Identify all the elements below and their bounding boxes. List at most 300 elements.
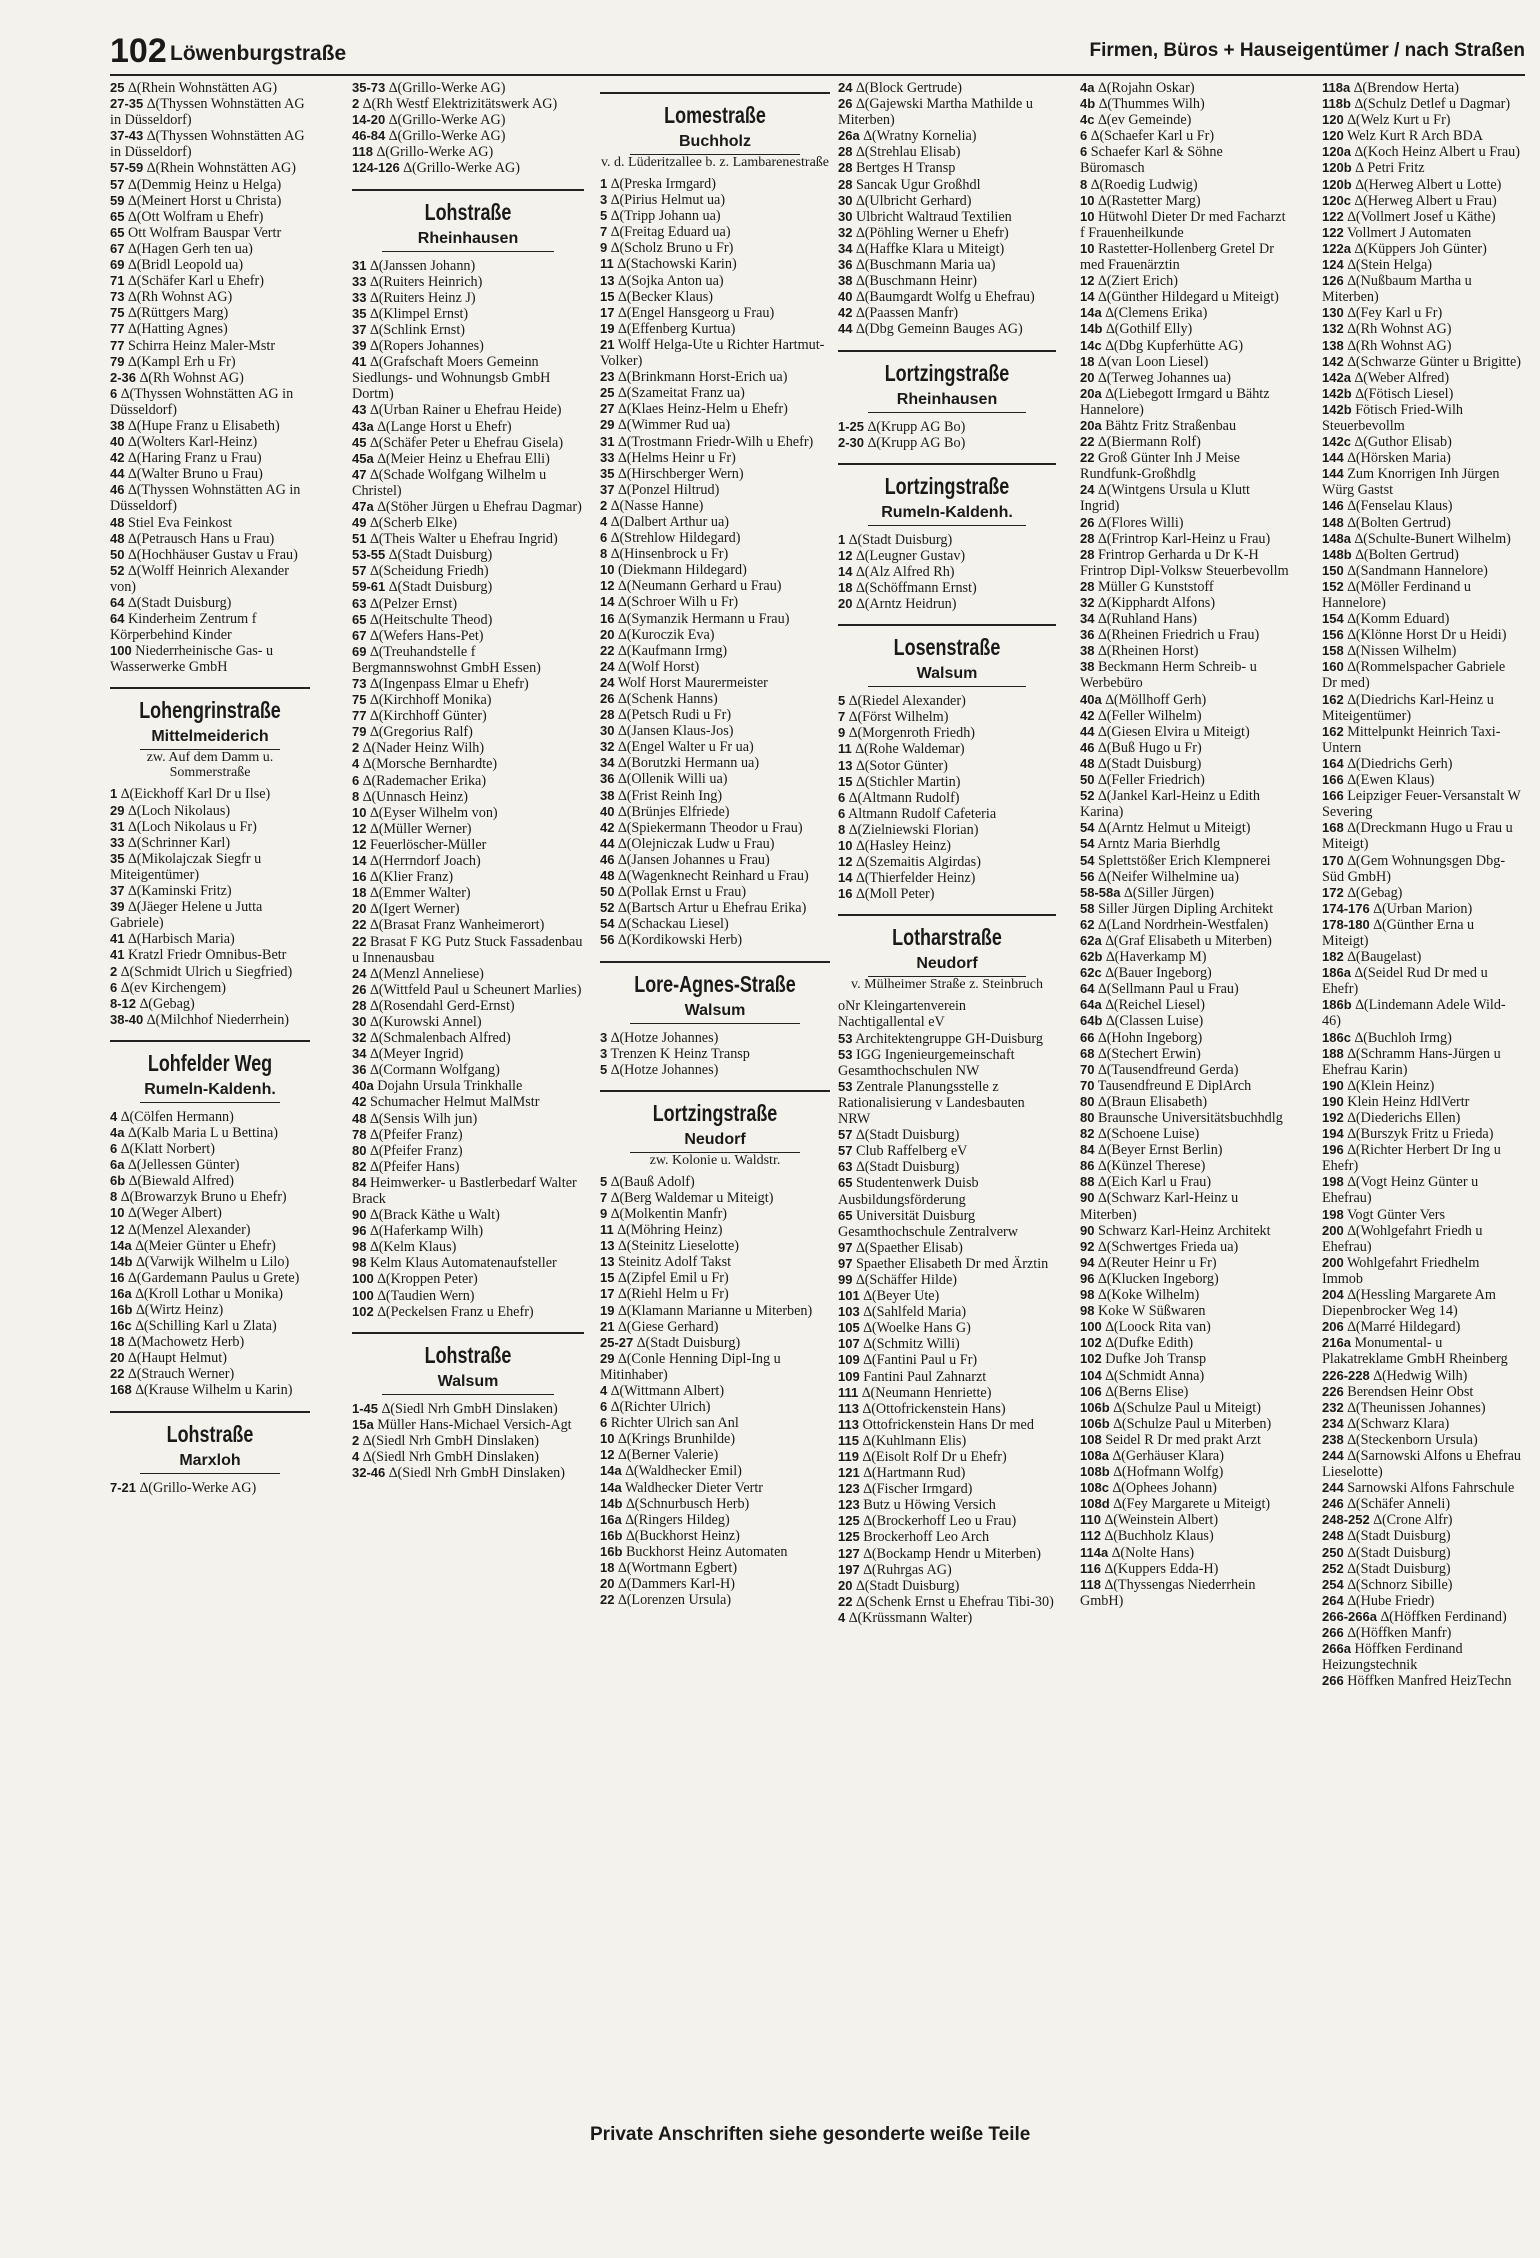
entry-text: ∆(Beyer Ute): [863, 1288, 940, 1305]
directory-entry: [838, 758, 1056, 774]
house-number: 22: [1080, 434, 1095, 450]
directory-entry: [1080, 853, 1290, 869]
directory-entry: [600, 691, 830, 707]
district-name: Neudorf: [868, 955, 1026, 977]
entry-text: ∆(Brack Käthe u Walt): [370, 1207, 500, 1224]
entry-text: ∆(Rh Westf Elektrizitätswerk AG): [362, 96, 558, 113]
entry-text: ∆(Komm Eduard): [1347, 611, 1450, 628]
entry-text: ∆(Brockerhoff Leo u Frau): [863, 1513, 1017, 1530]
directory-entry: [838, 1465, 1056, 1481]
entry-text: ∆(Reuter Heinr u Fr): [1098, 1254, 1217, 1271]
house-number: 2: [110, 963, 118, 979]
house-number: 4: [110, 1108, 118, 1124]
directory-entry: [352, 467, 584, 499]
directory-entry: [838, 1369, 1056, 1385]
district-name: Walsum: [630, 1002, 800, 1024]
street-section-header: [352, 189, 584, 252]
street-section-header: [600, 92, 830, 170]
entry-text: ∆(Kirchhoff Monika): [370, 692, 492, 709]
house-number: 101: [838, 1288, 860, 1304]
entry-text: ∆(Waldhecker Emil): [625, 1463, 742, 1480]
directory-entry: [1080, 692, 1290, 708]
street-range-note: v. Mülheimer Straße z. Steinbruch: [851, 977, 1043, 993]
house-number: 10: [110, 1205, 125, 1221]
house-number: 254: [1322, 1576, 1344, 1592]
house-number: 28: [600, 707, 615, 723]
house-number: 150: [1322, 562, 1344, 578]
directory-entry: [1080, 1062, 1290, 1078]
directory-entry: [1322, 1384, 1522, 1400]
house-number: 92: [1080, 1238, 1095, 1254]
directory-entry: [110, 209, 310, 225]
house-number: 4: [600, 1383, 608, 1398]
house-number: 65: [110, 208, 125, 224]
directory-entry: [352, 563, 584, 579]
directory-entry: [110, 80, 310, 96]
directory-entry: [352, 1288, 584, 1304]
house-number: 206: [1322, 1319, 1344, 1335]
entry-text: ∆(Strauch Werner): [128, 1366, 235, 1383]
house-number: 33: [352, 289, 367, 305]
street-name: Lomestraße: [664, 102, 766, 128]
house-number: 110: [1080, 1512, 1101, 1528]
entry-text: ∆(Morgenroth Friedh): [848, 725, 976, 742]
house-number: 120b: [1322, 160, 1352, 176]
house-number: 124: [1322, 257, 1344, 273]
directory-entry: [600, 578, 830, 594]
house-number: 20: [600, 626, 615, 642]
directory-entry: [1080, 241, 1290, 273]
directory-entry: [1322, 1561, 1522, 1577]
directory-entry: [110, 1012, 310, 1028]
entry-text: ∆(Meyer Ingrid): [370, 1046, 464, 1063]
house-number: 152: [1322, 578, 1344, 594]
district-name: Buchholz: [630, 133, 800, 155]
entry-text: ∆(Wortmann Egbert): [618, 1560, 738, 1577]
house-number: 226: [1322, 1383, 1344, 1399]
entry-text: ∆(Stechert Erwin): [1098, 1045, 1201, 1062]
house-number: 12: [352, 820, 367, 836]
directory-entry: [600, 562, 830, 578]
directory-entry: [1080, 1271, 1290, 1287]
entry-text: ∆(Jansen Johannes u Frau): [618, 851, 770, 868]
directory-entry: [838, 1159, 1056, 1175]
house-number: 3: [600, 192, 608, 208]
house-number: 1-45: [352, 1400, 379, 1416]
directory-entry: [110, 466, 310, 482]
house-number: 56: [600, 932, 615, 948]
directory-entry: [600, 932, 830, 948]
entry-text: ∆(Demmig Heinz u Helga): [128, 176, 282, 193]
directory-entry: [1322, 144, 1522, 160]
entry-text: ∆(Dalbert Arthur ua): [610, 513, 729, 530]
house-number: 48: [352, 1110, 367, 1126]
house-number: 5: [600, 1173, 608, 1189]
entry-text: ∆(Schenk Ernst u Ehefrau Tibi-30): [856, 1593, 1054, 1610]
entry-text: ∆(Höffken Ferdinand): [1380, 1608, 1507, 1625]
house-number: 6: [600, 1399, 608, 1415]
entry-text: ∆(Grillo-Werke AG): [388, 128, 506, 145]
directory-entry: [600, 1270, 830, 1286]
entry-text: ∆(Diedrichs Gerh): [1347, 755, 1453, 772]
entry-text: ∆(Dbg Kupferhütte AG): [1105, 337, 1244, 354]
directory-entry: [838, 1336, 1056, 1352]
entry-text: Butz u Höwing Versich: [863, 1497, 996, 1514]
house-number: 65: [352, 611, 367, 627]
house-number: 196: [1322, 1142, 1344, 1158]
entry-text: ∆(Stadt Duisburg): [856, 1127, 960, 1144]
house-number: 198: [1322, 1206, 1344, 1222]
directory-entry: [110, 386, 310, 418]
entry-text: ∆(Schmidt Ulrich u Siegfried): [120, 963, 293, 980]
directory-entry: [600, 1592, 830, 1608]
entry-text: ∆(Thyssen Wohnstätten AG in Düsseldorf): [110, 385, 294, 418]
directory-entry: [838, 1449, 1056, 1465]
house-number: 32: [1080, 595, 1095, 610]
directory-entry: [110, 177, 310, 193]
directory-entry: [600, 337, 830, 369]
house-number: 38: [1080, 643, 1095, 659]
district-name: Rheinhausen: [868, 391, 1026, 413]
directory-entry: [838, 1417, 1056, 1433]
house-number: 178-180: [1322, 916, 1370, 932]
directory-entry: [352, 290, 584, 306]
house-number: 232: [1322, 1399, 1344, 1415]
entry-text: ∆(Biermann Rolf): [1098, 434, 1201, 451]
entry-text: ∆(Wirtz Heinz): [135, 1302, 224, 1318]
house-number: 106b: [1080, 1415, 1110, 1431]
directory-entry: [1080, 1528, 1290, 1544]
house-number: 5: [838, 693, 846, 709]
house-number: 248-252: [1322, 1512, 1370, 1528]
entry-text: ∆(Kroll Lothar u Monika): [135, 1285, 284, 1302]
house-number: 28: [838, 160, 853, 176]
house-number: 113: [838, 1416, 859, 1432]
directory-entry: [1322, 225, 1522, 241]
directory-entry: [110, 128, 310, 160]
directory-entry: [1080, 1287, 1290, 1303]
directory-entry: [838, 1513, 1056, 1529]
page-header: [110, 30, 1525, 76]
directory-entry: [110, 1189, 310, 1205]
house-number: 98: [1080, 1287, 1095, 1303]
directory-entry: [838, 1143, 1056, 1159]
directory-entry: [1322, 160, 1522, 176]
house-number: 15: [838, 773, 853, 789]
directory-entry: [600, 836, 830, 852]
entry-text: ∆(Rohe Waldemar): [855, 741, 965, 758]
entry-text: ∆(Berg Waldemar u Miteigt): [610, 1189, 774, 1206]
entry-text: ∆(Szameitat Franz ua): [618, 385, 745, 402]
column-3: [600, 80, 830, 1608]
directory-entry: [838, 1610, 1056, 1626]
directory-entry: [838, 128, 1056, 144]
directory-entry: [838, 564, 1056, 580]
directory-entry: [1080, 1512, 1290, 1528]
house-number: 4b: [1080, 96, 1096, 112]
entry-text: ∆(Klönne Horst Dr u Heidi): [1347, 627, 1507, 644]
entry-text: ∆(Loch Nikolaus u Fr): [128, 818, 257, 835]
house-number: 6: [600, 530, 608, 546]
house-number: 8: [600, 546, 608, 562]
directory-entry: [1322, 1110, 1522, 1126]
house-number: 102: [1080, 1335, 1102, 1351]
directory-entry: [1080, 386, 1290, 418]
street-section-header: [110, 687, 310, 780]
house-number: 14b: [600, 1495, 623, 1511]
entry-text: ∆(Dammers Karl-H): [618, 1576, 736, 1593]
entry-text: ∆(Kurowski Annel): [370, 1013, 482, 1030]
directory-entry: [838, 1272, 1056, 1288]
district-name: Rumeln-Kaldenh.: [140, 1081, 280, 1103]
house-number: 35: [110, 850, 125, 866]
directory-entry: [352, 998, 584, 1014]
house-number: 12: [600, 1447, 615, 1463]
directory-entry: [1322, 1174, 1522, 1206]
directory-entry: [352, 917, 584, 933]
house-number: 3: [600, 1029, 608, 1045]
house-number: 26: [600, 691, 615, 706]
directory-entry: [838, 1031, 1056, 1047]
house-number: 40a: [352, 1078, 374, 1094]
directory-entry: [1322, 96, 1522, 112]
entry-text: ∆(Ringers Hildeg): [625, 1511, 730, 1528]
entry-text: ∆(Bauer Ingeborg): [1105, 965, 1212, 982]
house-number: 16b: [110, 1302, 133, 1317]
entry-text: ∆(Schroer Wilh u Fr): [618, 594, 739, 611]
house-number: 264: [1322, 1592, 1344, 1608]
entry-text: ∆(Steinitz Lieselotte): [618, 1238, 739, 1255]
entry-text: ∆(Ollenik Willi ua): [618, 771, 728, 788]
entry-text: Bähtz Fritz Straßenbau: [1105, 417, 1237, 434]
district-name: Neudorf: [630, 1131, 800, 1153]
house-number: 123: [838, 1481, 860, 1497]
entry-text: ∆(Feller Friedrich): [1098, 772, 1205, 789]
house-number: 64: [1080, 981, 1095, 997]
house-number: 31: [600, 433, 615, 449]
directory-entry: [1080, 1577, 1290, 1609]
entry-text: ∆(Haring Franz u Frau): [128, 450, 262, 467]
directory-entry: [352, 306, 584, 322]
house-number: 107: [838, 1336, 860, 1352]
house-number: 14a: [1080, 305, 1102, 321]
entry-text: ∆(Kampl Erh u Fr): [128, 353, 236, 370]
directory-entry: [352, 451, 584, 467]
directory-entry: [600, 256, 830, 272]
entry-text: ∆(Schoene Luise): [1098, 1126, 1200, 1143]
entry-text: ∆(Wohlgefahrt Friedh u Ehefrau): [1322, 1222, 1483, 1255]
entry-text: ∆(Fey Margarete u Miteigt): [1113, 1496, 1271, 1513]
entry-text: ∆(Nader Heinz Wilh): [362, 740, 485, 757]
house-number: 226-228: [1322, 1367, 1370, 1383]
directory-entry: [1322, 1207, 1522, 1223]
entry-text: ∆(Hatting Agnes): [128, 321, 228, 338]
entry-text: ∆(Ottofrickenstein Hans): [862, 1400, 1006, 1417]
directory-entry: [838, 1288, 1056, 1304]
directory-entry: [1322, 1673, 1522, 1689]
directory-entry: [1080, 997, 1290, 1013]
house-number: 142a: [1322, 369, 1351, 385]
directory-entry: [352, 499, 584, 515]
house-number: 250: [1322, 1544, 1344, 1560]
house-number: 62: [1080, 916, 1095, 932]
house-number: 36: [600, 771, 615, 787]
street-section-header: [600, 961, 830, 1024]
entry-text: Kinderheim Zentrum f Körperbehind Kinder: [110, 611, 257, 644]
house-number: 70: [1080, 1077, 1095, 1093]
house-number: 118b: [1322, 96, 1351, 112]
house-number: 14: [838, 870, 853, 886]
house-number: 53: [838, 1030, 853, 1046]
directory-entry: [1080, 305, 1290, 321]
house-number: 22: [600, 1592, 615, 1608]
house-number: 216a: [1322, 1335, 1351, 1351]
entry-text: ∆(Ulbricht Gerhard): [856, 192, 972, 209]
directory-entry: [600, 804, 830, 820]
entry-text: Wohlgefahrt Friedhelm Immob: [1322, 1254, 1480, 1287]
house-number: 32: [600, 739, 615, 755]
entry-text: ∆(Spaether Elisab): [856, 1239, 963, 1256]
directory-entry: [1322, 1448, 1522, 1480]
house-number: 27-35: [110, 96, 144, 112]
directory-entry: [1322, 724, 1522, 756]
entry-text: ∆(Hartmann Rud): [863, 1465, 966, 1482]
house-number: 154: [1322, 611, 1344, 627]
house-number: 17: [600, 1286, 615, 1302]
directory-entry: [1080, 933, 1290, 949]
directory-entry: [838, 1127, 1056, 1143]
entry-text: ∆(Scheidung Friedh): [370, 563, 489, 580]
directory-entry: [1322, 1512, 1522, 1528]
directory-entry: [1080, 177, 1290, 193]
entry-text: ∆(Kelm Klaus): [370, 1239, 457, 1256]
entry-text: Siller Jürgen Dipling Architekt: [1098, 900, 1274, 917]
entry-text: Müller Hans-Michael Versich-Agt: [377, 1416, 572, 1433]
entry-text: Groß Günter Inh J Meise Rundfunk-Großhdlg: [1080, 450, 1240, 483]
entry-text: Vogt Günter Vers: [1347, 1206, 1445, 1223]
directory-entry: [1080, 901, 1290, 917]
directory-entry: [600, 1286, 830, 1302]
directory-entry: [600, 916, 830, 932]
house-number: 31: [110, 818, 125, 834]
directory-entry: [1322, 659, 1522, 691]
house-number: 34: [352, 1046, 367, 1062]
entry-text: Stiel Eva Feinkost: [128, 514, 233, 531]
entry-text: ∆(Browarzyk Bruno u Ehefr): [120, 1189, 287, 1206]
entry-text: ∆(Herweg Albert u Frau): [1354, 192, 1497, 209]
directory-entry: [1080, 1030, 1290, 1046]
entry-text: Altmann Rudolf Cafeteria: [848, 805, 997, 822]
house-number: 20a: [1080, 385, 1102, 401]
directory-entry: [110, 1318, 310, 1334]
directory-entry: [1322, 547, 1522, 563]
entry-text: ∆(Loch Nikolaus): [128, 802, 231, 819]
house-number: 120: [1322, 128, 1344, 144]
house-number: 98: [352, 1255, 367, 1271]
directory-entry: [600, 1222, 830, 1238]
entry-text: ∆(Pöhling Werner u Ehefr): [856, 224, 1009, 241]
entry-text: ∆(Conle Henning Dipl-Ing u Mitinhaber): [600, 1350, 781, 1383]
entry-text: ∆(Kuppers Edda-H): [1104, 1560, 1219, 1577]
house-number: 57: [352, 563, 367, 579]
directory-entry: [600, 208, 830, 224]
directory-entry: [600, 530, 830, 546]
directory-entry: [600, 900, 830, 916]
entry-text: ∆(Rüttgers Marg): [128, 305, 229, 322]
entry-text: ∆(Herweg Albert u Lotte): [1355, 176, 1502, 193]
street-name: Lohstraße: [424, 198, 512, 225]
street-range-note: v. d. Lüderitzallee b. z. Lambarenestraße: [600, 155, 830, 170]
house-number: 64: [110, 595, 125, 610]
entry-text: ∆(Richter Herbert Dr Ing u Ehefr): [1322, 1142, 1501, 1175]
directory-entry: [600, 1351, 830, 1383]
entry-text: ∆(Eyser Wilhelm von): [370, 804, 498, 821]
entry-text: ∆(Stadt Duisburg): [1347, 1528, 1451, 1545]
entry-text: ∆(Dufke Edith): [1105, 1335, 1194, 1352]
directory-entry: [1322, 949, 1522, 965]
directory-entry: [1080, 659, 1290, 691]
house-number: 78: [352, 1126, 367, 1142]
directory-entry: [1080, 885, 1290, 901]
house-number: 6: [352, 772, 360, 788]
directory-entry: [600, 1431, 830, 1447]
entry-text: ∆(Brendow Herta): [1353, 80, 1459, 96]
directory-entry: [600, 1062, 830, 1078]
directory-entry: [600, 192, 830, 208]
street-name: Lohengrinstraße: [139, 697, 281, 724]
entry-text: ∆(Meier Heinz u Ehefrau Elli): [377, 450, 550, 467]
street-section-header: [110, 1040, 310, 1103]
directory-entry: [1080, 949, 1290, 965]
house-number: 148: [1322, 514, 1344, 530]
directory-entry: [110, 289, 310, 305]
house-number: 20: [1080, 369, 1095, 385]
directory-entry: [838, 693, 1056, 709]
directory-entry: [600, 1463, 830, 1479]
house-number: 80: [1080, 1093, 1095, 1109]
entry-text: Vollmert J Automaten: [1347, 224, 1472, 241]
street-section-header: [838, 624, 1056, 687]
house-number: 115: [838, 1432, 859, 1448]
directory-entry: [352, 1465, 584, 1481]
directory-entry: [110, 354, 310, 370]
entry-text: ∆(Sensis Wilh jun): [370, 1110, 478, 1127]
house-number: 57: [838, 1127, 853, 1143]
entry-text: ∆(Haupt Helmut): [128, 1350, 227, 1367]
house-number: 25: [600, 385, 615, 401]
entry-text: ∆(Seidel Rud Dr med u Ehefr): [1322, 965, 1488, 998]
house-number: 21: [600, 336, 615, 352]
directory-entry: [838, 257, 1056, 273]
entry-text: Müller G Kunststoff: [1098, 578, 1214, 595]
directory-entry: [352, 596, 584, 612]
house-number: 25-27: [600, 1334, 634, 1350]
entry-text: ∆(Richter Ulrich): [610, 1399, 711, 1416]
directory-entry: [600, 1319, 830, 1335]
house-number: 16b: [600, 1527, 623, 1543]
directory-entry: [1322, 1480, 1522, 1496]
house-number: 10: [352, 804, 367, 820]
directory-entry: [352, 1433, 584, 1449]
house-number: 39: [110, 899, 125, 915]
entry-text: ∆(Schwarz Klara): [1347, 1415, 1450, 1432]
house-number: 108d: [1080, 1496, 1110, 1512]
house-number: 30: [352, 1013, 367, 1029]
house-number: 24: [1080, 482, 1095, 498]
directory-entry: [600, 273, 830, 289]
entry-text: ∆(Hofmann Wolfg): [1113, 1464, 1224, 1481]
house-number: 97: [838, 1255, 853, 1271]
